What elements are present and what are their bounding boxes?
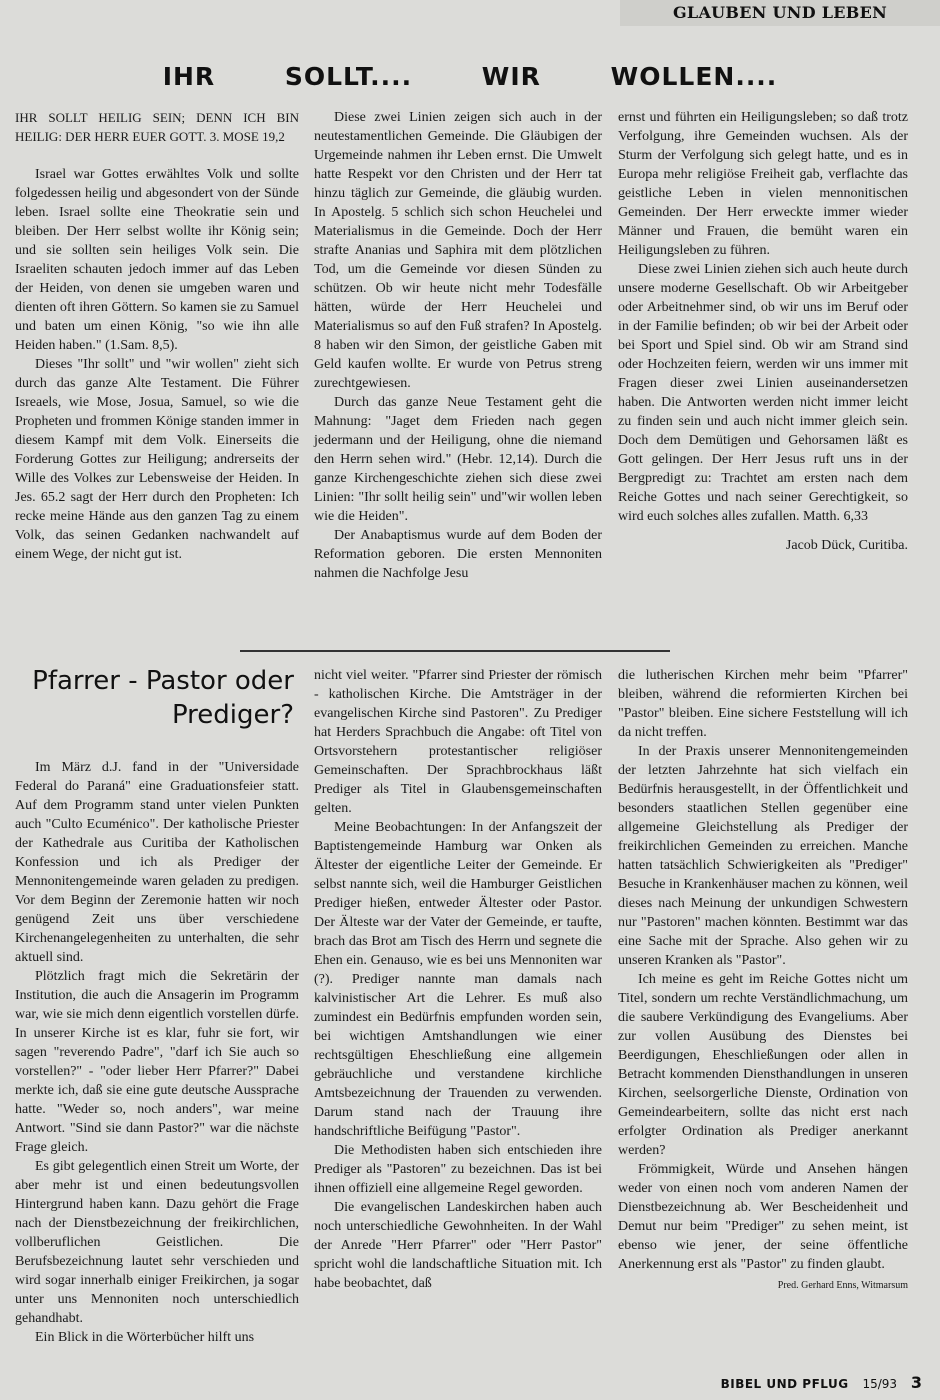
paragraph: Die Methodisten haben sich entschieden ihre Prediger als "Pastoren" zu bezeichnen. Das ist bei ihnen offiziell eine allgemeine Regel geworden. xyxy=(314,1143,602,1196)
paragraph: Diese zwei Linien ziehen sich auch heute durch unsere moderne Gesellschaft. Ob wir Arbeitgeber oder Arbeitnehmer sind, ob wir uns im Beruf oder in der Familie befinden; ob wir bei der Arbeit oder bei Sport und Spiel sind. Ob wir am Strand sind oder Hochzeiten feiern, werden wir uns immer mit Fragen dieser zwei Linien auseinandersetzen haben. Die Antworten werden nicht immer leicht zu finden sein und auch nicht immer gleich sein. Doch dem Demütigen und Gehorsamen läßt es Gott gelingen. Der Herr Jesus ruft uns in der Bergpredigt zu: Trachtet am ersten nach dem Reiche Gottes und nach seiner Gerechtigkeit, so wird euch solches alles zufallen. Matth. 6,33 xyxy=(618,262,908,524)
paragraph: Im März d.J. fand in der "Universidade Federal do Paraná" eine Graduationsfeier statt. Auf dem Programm stand unter vielen Punkten auch "Culto Ecuménico". Der katholische Priester der Kathedrale aus Curitiba der Katholischen Konfession und ich als Prediger der Mennonitengemeinde waren geladen zu predigen. Vor dem Beginn der Zeremonie hatten wir noch genügend Zeit uns über verschiedene Kirchenangelegenheiten zu unterhalten, die sehr aktuell sind. xyxy=(15,760,299,965)
paragraph: Meine Beobachtungen: In der Anfangszeit der Baptistengemeinde Hamburg war Onken als Ältester der eigentliche Leiter der Gemeinde. Er selbst nannte sich, weil die Hamburger Geistlichen Prediger hießen, entweder Ältester oder Pastor. Der Älteste war der Vater der Gemeinde, er taufte, brach das Brot am Tisch des Herrn und segnete die Ehen ein. Genauso, wie es bei uns Mennoniten war (?). Prediger nannte man damals nach kalvinistischer Art die Lehrer. Es muß also zumindest ein Bedürfnis empfunden worden sein, bei wichtigen Amtshandlungen wie einer rechtsgültigen Eheschließung eine allgemein gebräuchliche und verstandene kirchliche Amtsbezeichnung der Trauenden zu verwenden. Darum stand nach der Trauung ihre handschriftliche Beifügung "Pastor". xyxy=(314,820,602,1139)
page-number: 3 xyxy=(910,1373,922,1392)
paragraph: die lutherischen Kirchen mehr beim "Pfarrer" bleiben, während die reformierten Kirchen bei "Pastor" bleiben. Eine sichere Feststellung will ich da nicht treffen. xyxy=(618,668,908,740)
paragraph: Frömmigkeit, Würde und Ansehen hängen weder von einen noch vom anderen Namen der Dienstbezeichnung ab. Wer Bescheidenheit und Demut nur beim "Prediger" zu sehen meint, ist ebenso wie jener, der seine öffentliche Anerkennung erst als "Pastor" zu finden glaubt. xyxy=(618,1162,908,1272)
article2-column-3 xyxy=(618,666,908,1292)
article-divider xyxy=(240,650,670,652)
article-headline: IHR SOLLT.... WIR WOLLEN.... xyxy=(162,62,778,91)
author-signature: Pred. Gerhard Enns, Witmarsum xyxy=(777,1280,908,1291)
section-label: GLAUBEN UND LEBEN xyxy=(620,0,940,26)
bible-quote: IHR SOLLT HEILIG SEIN; DENN ICH BIN HEILIG: DER HERR EUER GOTT. 3. MOSE 19,2 xyxy=(15,110,299,144)
article1-column-2 xyxy=(314,108,602,583)
article2-column-1 xyxy=(15,758,299,1347)
paragraph: Plötzlich fragt mich die Sekretärin der Institution, die auch die Ansagerin im Programm war, wie sie mich denn eigentlich vorstellen dürfe. In unserer Kirche ist es klar, fuhr sie fort, wir sagen "reverendo Padre", "darf ich Sie auch so vorstellen?" - "oder lieber Herr Pfarrer?" Dabei merkte ich, daß sie eine gute deutsche Aussprache hatte. "Weder so, noch anders", war meine Antwort. "Sind sie dann Pastor?" war die nächste Frage gleich. xyxy=(15,969,299,1155)
publication-name: BIBEL UND PFLUG xyxy=(720,1377,849,1391)
article1-column-1 xyxy=(15,108,299,564)
issue-number: 15/93 xyxy=(862,1377,898,1391)
author-signature: Jacob Dück, Curitiba. xyxy=(785,538,908,553)
article1-column-3 xyxy=(618,108,908,555)
paragraph: Ich meine es geht im Reiche Gottes nicht um Titel, sondern um rechte Verständlichmachung, um die saubere Verkündigung des Evangeliums. Aber zur vollen Ausübung des Dienstes bei Beerdigungen, Eheschließungen oder allen in Betracht kommenden Diensthandlungen in unseren Kirchen, seelsorgerliche Dienste, Ordination von Gemeindearbeitern, sollte das nicht erst nach erfolgter Ordination als Prediger anerkannt werden? xyxy=(618,972,908,1158)
paragraph: Ein Blick in die Wörterbücher hilft uns xyxy=(35,1330,255,1345)
paragraph: ernst und führten ein Heiligungsleben; so daß trotz Verfolgung, ihre Gemeinden wuchsen. Als der Sturm der Verfolgung sich gelegt hatte, und es in Europa mehr religiöse Freiheit gab, verflachte das geistliche Leben in vielen mennonitischen Gemeinden. Der Herr erweckte immer wieder Männer und Frauen, die bemüht waren ein Heiligungsleben zu führen. xyxy=(618,110,908,258)
paragraph: nicht viel weiter. "Pfarrer sind Priester der römisch - katholischen Kirche. Die Amtsträger in der evangelischen Kirche sind Pastoren". Zu Prediger hat Herders Sprachbuch die Angabe: oft Titel von Ortsvorstehern protestantischer religiöser Gemeinschaften. Der Sprachbrockhaus läßt Prediger als Titel in Glaubensgemeinschaften gelten. xyxy=(314,668,602,816)
article2-title: Pfarrer - Pastor oder Prediger? xyxy=(32,666,294,730)
paragraph: Dieses "Ihr sollt" und "wir wollen" zieht sich durch das ganze Alte Testament. Die Führer Isreaels, wie Mose, Josua, Samuel, so wie die Propheten und frommen Könige standen immer in diesem Kampf mit dem Volk. Einerseits die Forderung Gottes zur Heiligung; andrerseits der Wille des Volkes zur Lebensweise der Heiden. In Jes. 65.2 sagt der Herr durch den Propheten: Ich recke meine Hände aus den ganzen Tag zu einem Volk, das seinen Gedanken nachwandelt auf einem Wege, der nicht gut ist. xyxy=(15,357,299,562)
paragraph: Durch das ganze Neue Testament geht die Mahnung: "Jaget dem Frieden nach gegen jedermann und der Heiligung, ohne die niemand den Herrn sehen wird." (Hebr. 12,14). Durch die ganze Kirchengeschichte ziehen sich diese zwei Linien: "Ihr sollt heilig sein" und"wir wollen leben wie die Heiden". xyxy=(314,395,602,524)
paragraph: Israel war Gottes erwähltes Volk und sollte folgedessen heilig und abgesondert von der Sünde leben. Israel sollte eine Theokratie sein und bleiben. Der Herr selbst wollte ihr König sein; und sie sollten sein heiliges Volk sein. Die Israeliten schauten jedoch immer auf das Leben der Heiden, von denen sie umgeben waren und dienten oft ihren Göttern. So kamen sie zu Samuel und baten um einen König, "so wie ihn alle Heiden haben." (1.Sam. 8,5). xyxy=(15,167,299,353)
paragraph: Der Anabaptismus wurde auf dem Boden der Reformation geboren. Die ersten Mennoniten nahmen die Nachfolge Jesu xyxy=(314,528,602,581)
paragraph: Die evangelischen Landeskirchen haben auch noch unterschiedliche Gewohnheiten. In der Wahl der Anrede "Herr Pfarrer" oder "Herr Pastor" spricht wohl die landschaftliche Situation mit. Ich habe beobachtet, daß xyxy=(314,1200,602,1291)
paragraph: In der Praxis unserer Mennonitengemeinden der letzten Jahrzehnte hat sich vielfach ein Bedürfnis herausgestellt, in der Öffentlichkeit und besonders staatlichen Stellen gegenüber eine allgemeine Gleichstellung als Prediger der freikirchlichen Gemeinden zu erreichen. Manche hatten tatsächlich Schwierigkeiten als "Prediger" Besuche in Krankenhäuser machen zu können, weil dieses nach Meinung der unkundigen Schwestern nur "Pastoren" machen könnten. Bestimmt war das eine Sache mit der Sprache. Also gehen wir zu unseren Kranken als "Pastor". xyxy=(618,744,908,968)
page-footer xyxy=(721,1373,922,1392)
article2-column-2 xyxy=(314,666,602,1293)
paragraph: Es gibt gelegentlich einen Streit um Worte, der aber mehr ist und einen bedeutungsvollen Hintergrund haben kann. Dazu gehört die Frage nach der Dienstbezeichnung der freikirchlichen, vollberuflichen Geistlichen. Die Berufsbezeichnung lautet sehr verschieden und wird sogar innerhalb einiger Freikirchen, ja sogar unter uns Mennoniten noch unterschiedlich gehandhabt. xyxy=(15,1159,299,1326)
paragraph: Diese zwei Linien zeigen sich auch in der neutestamentlichen Gemeinde. Die Gläubigen der Urgemeinde nahmen ihr Leben ernst. Die Umwelt hatte Respekt vor den Christen und der Herr tat hinzu täglich zur Gemeinde, die gläubig wurden. In Apostelg. 5 schlich sich schon Heuchelei und Materialismus in die Gemeinde. Doch der Herr strafte Ananias und Saphira mit dem plötzlichen Tod, um die Gemeinde vor diesen Sünden zu schützen. Ob wir heute nicht mehr Todesfälle hätten, würde der Herr Heuchelei und Materialismus so auf den Fuß strafen? In Apostelg. 8 haben wir den Simon, der geistliche Gaben mit Geld kaufen wollte. Er wurde von Petrus streng zurechtgewiesen. xyxy=(314,110,602,391)
